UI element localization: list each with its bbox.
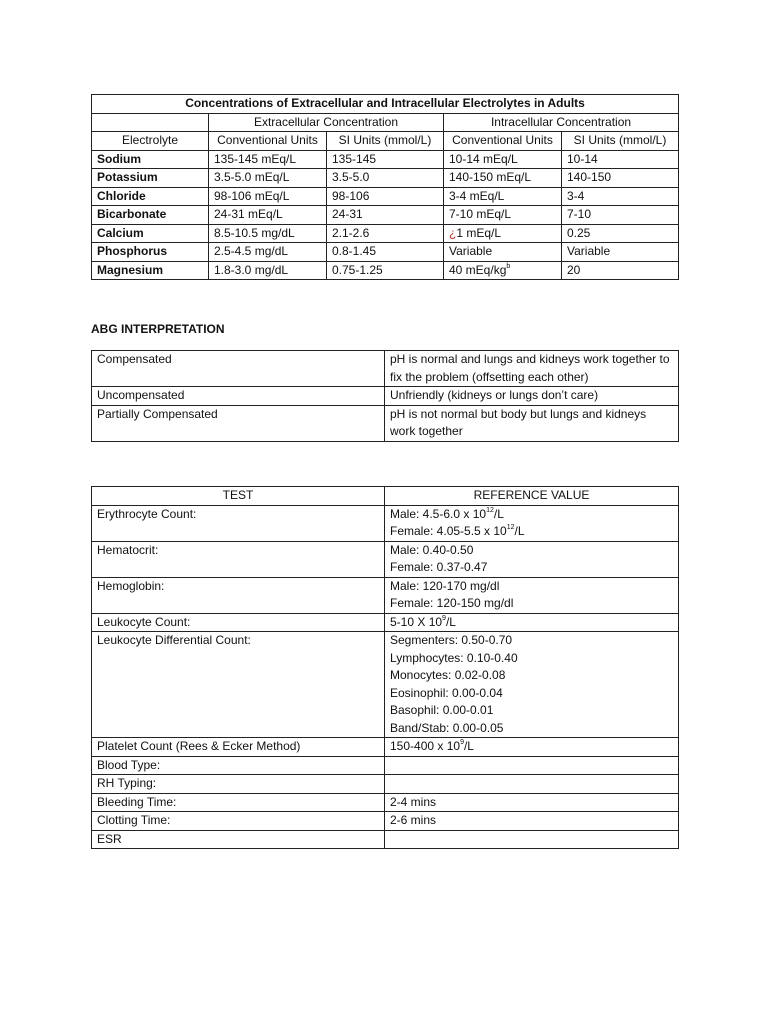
abg-row bbox=[92, 387, 679, 406]
electrolyte-name: Calcium bbox=[92, 224, 209, 243]
reference-text: Male: 4.5-6.0 x 10 bbox=[390, 506, 487, 521]
reference-value bbox=[385, 775, 679, 794]
reference-line bbox=[390, 595, 673, 613]
ext-conventional-value: 2.5-4.5 mg/dL bbox=[209, 243, 327, 262]
header-spacer bbox=[92, 113, 209, 132]
electrolyte-row bbox=[92, 224, 679, 243]
ext-conventional-value: 135-145 mEq/L bbox=[209, 150, 327, 169]
int-si-header: SI Units (mmol/L) bbox=[562, 132, 679, 151]
reference-line bbox=[390, 614, 673, 632]
unit-suffix: /L bbox=[514, 524, 525, 538]
abg-description: pH is not normal but body but lungs and kidneys work together bbox=[385, 405, 679, 441]
int-conventional-text: 3-4 mEq/L bbox=[449, 188, 505, 203]
abg-term: Compensated bbox=[92, 351, 385, 387]
electrolytes-table bbox=[91, 94, 679, 280]
reference-line bbox=[390, 506, 673, 524]
reference-line bbox=[390, 559, 673, 577]
test-name: Leukocyte Differential Count: bbox=[92, 632, 385, 738]
electrolyte-name: Potassium bbox=[92, 169, 209, 188]
ext-si-value: 135-145 bbox=[327, 150, 444, 169]
ext-conventional-value: 24-31 mEq/L bbox=[209, 206, 327, 225]
int-si-value: 0.25 bbox=[562, 224, 679, 243]
electrolyte-name: Bicarbonate bbox=[92, 206, 209, 225]
int-conventional-text: 10-14 mEq/L bbox=[449, 151, 518, 166]
reference-value bbox=[385, 738, 679, 757]
reference-line bbox=[390, 578, 673, 596]
electrolyte-name: Phosphorus bbox=[92, 243, 209, 262]
reference-value bbox=[385, 812, 679, 831]
test-name: Hemoglobin: bbox=[92, 577, 385, 613]
abg-term: Uncompensated bbox=[92, 387, 385, 406]
ext-si-value: 2.1-2.6 bbox=[327, 224, 444, 243]
int-conventional-text: Variable bbox=[449, 244, 493, 258]
electrolyte-row bbox=[92, 206, 679, 225]
ext-conventional-value: 8.5-10.5 mg/dL bbox=[209, 224, 327, 243]
exponent: 9 bbox=[460, 739, 464, 746]
ext-conventional-value: 3.5-5.0 mEq/L bbox=[209, 169, 327, 188]
electrolyte-row bbox=[92, 187, 679, 206]
int-si-value: 3-4 bbox=[562, 187, 679, 206]
reference-line bbox=[390, 542, 673, 560]
reference-text: Male: 120-170 mg/dl bbox=[390, 578, 500, 593]
unit-suffix: /L bbox=[463, 739, 474, 753]
electrolytes-table-title: Concentrations of Extracellular and Intracellular Electrolytes in Adults bbox=[92, 95, 679, 114]
reference-line bbox=[390, 650, 673, 668]
reference-line bbox=[390, 794, 673, 812]
int-si-value: 7-10 bbox=[562, 206, 679, 225]
reference-text: 2-4 mins bbox=[390, 794, 437, 809]
reference-value bbox=[385, 793, 679, 812]
electrolyte-row bbox=[92, 150, 679, 169]
exponent: 9 bbox=[442, 614, 446, 622]
lab-row bbox=[92, 738, 679, 757]
reference-text: 2-6 mins bbox=[390, 813, 437, 827]
reference-text: 5-10 X 10 bbox=[390, 614, 443, 629]
test-name: ESR bbox=[92, 830, 385, 849]
int-conventional-value bbox=[444, 206, 562, 225]
reference-value bbox=[385, 577, 679, 613]
reference-value bbox=[385, 632, 679, 738]
reference-text: Segmenters: 0.50-0.70 bbox=[390, 633, 513, 647]
int-si-value: Variable bbox=[562, 243, 679, 262]
int-si-value: 140-150 bbox=[562, 169, 679, 188]
reference-text: Male: 0.40-0.50 bbox=[390, 542, 474, 557]
reference-value bbox=[385, 541, 679, 577]
electrolyte-name: Sodium bbox=[92, 150, 209, 169]
ext-conventional-header: Conventional Units bbox=[209, 132, 327, 151]
lab-reference-table bbox=[91, 486, 679, 849]
int-conventional-value bbox=[444, 169, 562, 188]
abg-description: pH is normal and lungs and kidneys work together to fix the problem (offsetting each other) bbox=[385, 351, 679, 387]
reference-value bbox=[385, 613, 679, 632]
ext-conventional-value: 98-106 mEq/L bbox=[209, 187, 327, 206]
int-conventional-text: 7-10 mEq/L bbox=[449, 207, 512, 221]
abg-row bbox=[92, 351, 679, 387]
abg-heading: ABG INTERPRETATION bbox=[91, 322, 225, 336]
reference-line bbox=[390, 667, 673, 685]
ext-si-header: SI Units (mmol/L) bbox=[327, 132, 444, 151]
reference-line bbox=[390, 523, 673, 541]
int-conventional-value bbox=[444, 243, 562, 262]
test-name: Blood Type: bbox=[92, 756, 385, 775]
electrolyte-row bbox=[92, 261, 679, 280]
ext-si-value: 0.8-1.45 bbox=[327, 243, 444, 262]
abg-table bbox=[91, 350, 679, 442]
reference-text: Basophil: 0.00-0.01 bbox=[390, 703, 494, 717]
test-name: Clotting Time: bbox=[92, 812, 385, 831]
lab-row bbox=[92, 632, 679, 738]
unit-suffix: /L bbox=[493, 506, 504, 521]
lab-row bbox=[92, 756, 679, 775]
int-conventional-value bbox=[444, 187, 562, 206]
int-conventional-value bbox=[444, 224, 562, 243]
reference-text: Monocytes: 0.02-0.08 bbox=[390, 668, 506, 682]
lab-row bbox=[92, 577, 679, 613]
test-name: Bleeding Time: bbox=[92, 793, 385, 812]
ext-si-value: 98-106 bbox=[327, 187, 444, 206]
lab-row bbox=[92, 812, 679, 831]
reference-value bbox=[385, 505, 679, 541]
int-conventional-text: 1 mEq/L bbox=[456, 225, 502, 240]
reference-line bbox=[390, 702, 673, 720]
intracellular-header: Intracellular Concentration bbox=[444, 113, 679, 132]
int-si-value: 20 bbox=[562, 261, 679, 280]
electrolyte-row bbox=[92, 243, 679, 262]
footnote-superscript: b bbox=[506, 262, 511, 270]
int-conventional-value bbox=[444, 261, 562, 280]
test-name: Hematocrit: bbox=[92, 541, 385, 577]
test-column-header: TEST bbox=[92, 487, 385, 506]
marker-glyph: ¿ bbox=[449, 225, 457, 240]
lab-row bbox=[92, 541, 679, 577]
abg-description: Unfriendly (kidneys or lungs don’t care) bbox=[385, 387, 679, 406]
lab-row bbox=[92, 775, 679, 794]
extracellular-header: Extracellular Concentration bbox=[209, 113, 444, 132]
int-si-value: 10-14 bbox=[562, 150, 679, 169]
electrolyte-name: Magnesium bbox=[92, 261, 209, 280]
electrolyte-name: Chloride bbox=[92, 187, 209, 206]
exponent: 12 bbox=[506, 524, 515, 531]
abg-row bbox=[92, 405, 679, 441]
reference-line bbox=[390, 812, 673, 830]
reference-line bbox=[390, 685, 673, 703]
int-conventional-text: 140-150 mEq/L bbox=[449, 170, 532, 184]
abg-term: Partially Compensated bbox=[92, 405, 385, 441]
reference-value bbox=[385, 756, 679, 775]
lab-row bbox=[92, 793, 679, 812]
reference-text: Female: 0.37-0.47 bbox=[390, 560, 488, 574]
reference-text: 150-400 x 10 bbox=[390, 739, 461, 753]
test-name: Platelet Count (Rees & Ecker Method) bbox=[92, 738, 385, 757]
int-conventional-text: 40 mEq/kg bbox=[449, 262, 507, 277]
electrolyte-row bbox=[92, 169, 679, 188]
ext-si-value: 3.5-5.0 bbox=[327, 169, 444, 188]
reference-text: Lymphocytes: 0.10-0.40 bbox=[390, 650, 518, 665]
ext-si-value: 24-31 bbox=[327, 206, 444, 225]
reference-text: Band/Stab: 0.00-0.05 bbox=[390, 720, 504, 735]
lab-row bbox=[92, 613, 679, 632]
int-conventional-header: Conventional Units bbox=[444, 132, 562, 151]
reference-text: Female: 120-150 mg/dl bbox=[390, 596, 514, 610]
ext-si-value: 0.75-1.25 bbox=[327, 261, 444, 280]
exponent: 12 bbox=[486, 506, 494, 514]
lab-row bbox=[92, 505, 679, 541]
test-name: RH Typing: bbox=[92, 775, 385, 794]
reference-column-header: REFERENCE VALUE bbox=[385, 487, 679, 506]
reference-line bbox=[390, 720, 673, 738]
test-name: Erythrocyte Count: bbox=[92, 505, 385, 541]
ext-conventional-value: 1.8-3.0 mg/dL bbox=[209, 261, 327, 280]
reference-line bbox=[390, 738, 673, 756]
int-conventional-value bbox=[444, 150, 562, 169]
reference-text: Eosinophil: 0.00-0.04 bbox=[390, 685, 503, 700]
reference-text: Female: 4.05-5.5 x 10 bbox=[390, 524, 507, 538]
lab-row bbox=[92, 830, 679, 849]
electrolyte-column-header: Electrolyte bbox=[92, 132, 209, 151]
unit-suffix: /L bbox=[445, 614, 456, 629]
reference-value bbox=[385, 830, 679, 849]
reference-line bbox=[390, 632, 673, 650]
test-name: Leukocyte Count: bbox=[92, 613, 385, 632]
